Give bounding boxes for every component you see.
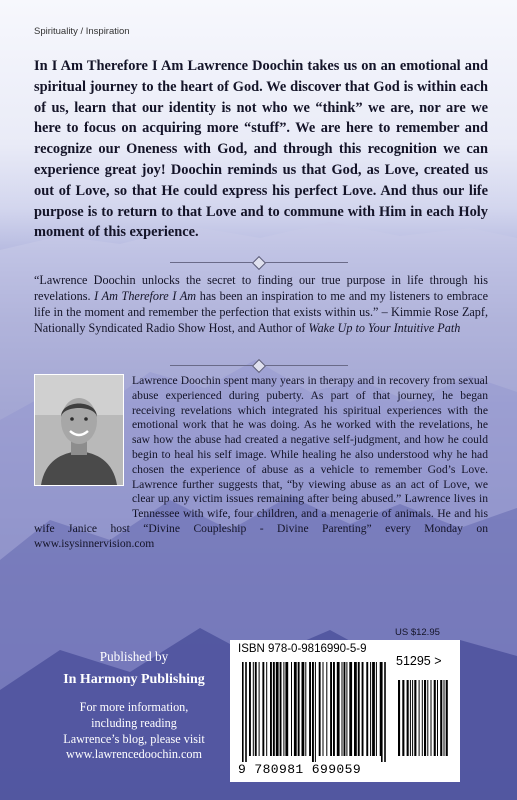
info-line: For more information, [79,700,189,714]
quote-text-2: has been an inspiration to me and my listeners to embrace life in the moment and remember the perfection that exists within us.” – Kimmie Rose Zapf, Nationally Syndicated Radio Show Host, and Author of [34,289,488,335]
publisher-block [34,648,234,763]
quote-book-title: I Am Therefore I Am [94,289,197,303]
price-label: US $12.95 [395,627,440,638]
author-bio-text: Lawrence Doochin spent many years in therapy and in recovery from sexual abuse experienced during puberty. As part of that journey, he began receiving revelations which integrated his spiritual experiences with the emotional work that he was doing. As he worked with the revelations, he saw how the abuse had created a negative self-judgment, and how he could begin to heal his self image. While healing he also understood why he had chosen the experience of abuse as a vehicle to remember God’s Love. Lawrence further suggests that, “by viewing abuse as an act of Love, we clear up any victim issues remaining after being abused.” Lawrence lives in Tennessee with wife, four children, and a menagerie of animals. He and his wife Janice host “Divine Coupleship - Divine Parenting” every Monday on www.isysinnervision.com [34,374,488,550]
divider-bottom [170,361,348,371]
quote-text-1: “Lawrence Doochin unlocks the secret to finding our true purpose in life through his revelations. [34,273,488,303]
book-description: In I Am Therefore I Am Lawrence Doochin takes us on an emotional and spiritual journey to the heart of God. We discover that God is within each of us, learn that our identity is not who we “think” we are, nor are we here to focus on acquiring more “stuff”. We are here to remember and recognize our Oneness with God, and through this recognition we can experience great joy! Doochin reminds us that God, as Love, created us out of Love, so that He could express his perfect Love. And thus our life purpose is to return to that Love and to commune with Him in each Holy moment of this experience. [34,58,488,241]
diamond-ornament-icon [252,256,266,270]
price-code: 51295 > [396,654,442,668]
category-label: Spirituality / Inspiration [34,26,130,37]
isbn-number: ISBN 978-0-9816990-5-9 [238,643,367,655]
endorsement-quote [34,272,488,336]
author-photo [34,374,124,486]
info-line: including reading [91,715,177,730]
info-line: Lawrence’s blog, please visit [63,731,205,746]
quote-author-book: Wake Up to Your Intuitive Path [308,321,461,335]
publisher-name: In Harmony Publishing [63,672,205,687]
barcode-digits: 9 780981 699059 [238,762,362,777]
website-url: www.lawrencedoochin.com [66,747,202,762]
publisher-info [34,700,234,763]
author-portrait-image [35,375,123,485]
published-by-label: Published by [99,649,169,664]
diamond-ornament-icon [252,359,266,373]
isbn-barcode [238,662,452,762]
barcode-box [230,640,460,782]
divider-top [170,258,348,268]
